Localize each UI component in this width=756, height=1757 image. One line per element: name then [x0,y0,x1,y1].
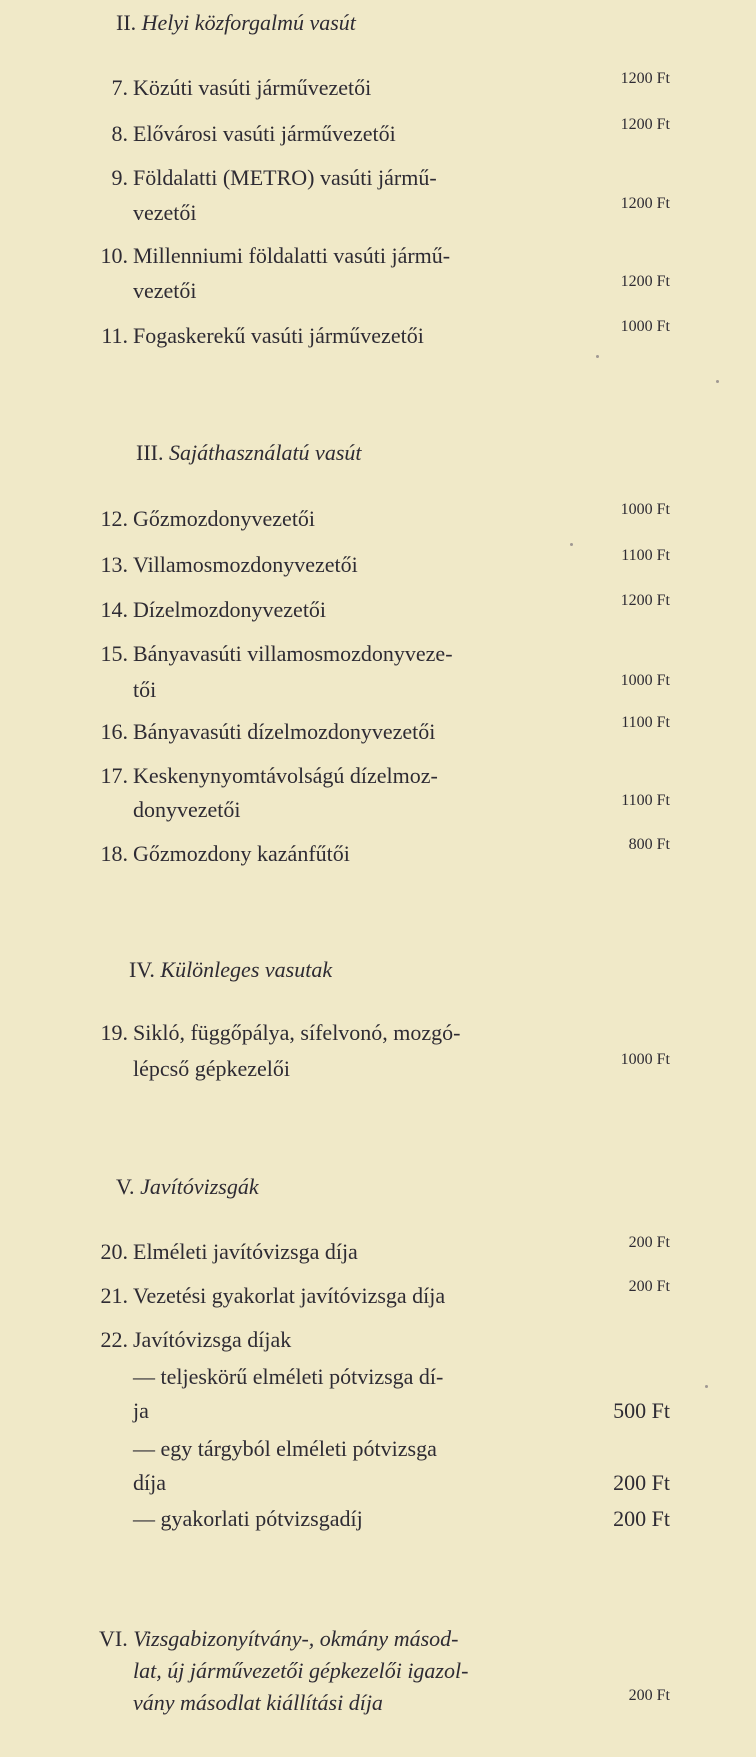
item-price: 200 Ft [628,1234,670,1251]
item-label: vezetői [133,200,197,225]
item-number: 19. [100,1020,128,1045]
item-price: 1200 Ft [620,592,670,609]
item-price: 1200 Ft [620,116,670,133]
item-number: 17. [100,763,128,788]
item-label: Közúti vasúti járművezetői [133,75,372,100]
item-label: Gőzmozdony kazánfűtői [133,841,350,866]
sub-item-label: — teljeskörű elméleti pótvizsga dí- [133,1364,444,1389]
item-price: 1200 Ft [620,70,670,87]
item-label: Bányavasúti villamosmozdonyveze- [133,641,453,666]
item-price: 200 Ft [628,1278,670,1295]
sub-item-label: — gyakorlati pótvizsgadíj [133,1506,363,1531]
item-label: tői [133,677,157,702]
item-label: Gőzmozdonyvezetői [133,506,316,531]
item-price: 1000 Ft [620,501,670,518]
item-label: Villamosmozdonyvezetői [133,552,358,577]
item-number: 16. [100,719,128,744]
item-price: 1100 Ft [621,714,670,731]
item-label: Dízelmozdonyvezetői [133,597,327,622]
section-vi-line: vány másodlat kiállítási díja [133,1690,383,1715]
item-number: 12. [100,506,128,531]
item-label: Földalatti (METRO) vasúti jármű- [133,165,437,190]
section-title: Vizsgabizonyítvány-, okmány másod- [133,1626,459,1651]
section-number: III. [136,440,164,465]
item-number: 21. [100,1283,128,1308]
print-speck [570,543,573,546]
section-vi-line: lat, új járművezetői gépkezelői igazol- [133,1658,469,1683]
print-speck [716,380,719,383]
item-price: 800 Ft [628,836,670,853]
item-label: donyvezetői [133,797,241,822]
section-number: V. [116,1174,135,1199]
item-price: 500 Ft [613,1398,670,1423]
item-price: 1200 Ft [620,195,670,212]
section-number: VI. [99,1626,128,1651]
section-title: Sajáthasználatú vasút [168,440,362,465]
item-label: vezetői [133,278,197,303]
section-title: Javítóvizsgák [140,1174,259,1199]
item-label: Javítóvizsga díjak [133,1327,292,1352]
item-price: 200 Ft [628,1687,670,1704]
item-label: Sikló, függőpálya, sífelvonó, mozgó- [133,1020,461,1045]
sub-item-label: — egy tárgyból elméleti pótvizsga [133,1436,437,1461]
sub-item-label: ja [133,1398,149,1423]
item-label: Bányavasúti dízelmozdonyvezetői [133,719,436,744]
item-number: 13. [100,552,128,577]
item-label: lépcső gépkezelői [133,1056,290,1081]
item-price: 1000 Ft [620,318,670,335]
sub-item-label: díja [133,1470,166,1495]
item-price: 200 Ft [613,1470,670,1495]
section-heading-iv [129,957,332,983]
item-price: 1000 Ft [620,1051,670,1068]
item-price: 1100 Ft [621,547,670,564]
item-number: 14. [100,597,128,622]
item-number: 10. [100,243,128,268]
section-vi-line [99,1623,468,1655]
item-number: 22. [100,1327,128,1352]
item-label: Keskenynyomtávolságú dízelmoz- [133,763,438,788]
print-speck [596,355,599,358]
section-heading-iii [136,440,362,466]
item-label: Elméleti javítóvizsga díja [133,1239,358,1264]
item-label: Elővárosi vasúti járművezetői [133,121,396,146]
section-heading-ii [116,10,356,36]
item-price: 1200 Ft [620,273,670,290]
item-label: Fogaskerekű vasúti járművezetői [133,323,424,348]
section-title: Helyi közforgalmú vasút [141,10,356,35]
item-number: 8. [111,121,128,146]
item-number: 9. [111,165,128,190]
section-number: IV. [129,957,155,982]
item-price: 200 Ft [613,1506,670,1531]
item-number: 7. [111,75,128,100]
item-label: Millenniumi földalatti vasúti jármű- [133,243,451,268]
item-number: 20. [100,1239,128,1264]
item-number: 11. [101,323,128,348]
section-heading-v [116,1174,259,1200]
item-label: Vezetési gyakorlat javítóvizsga díja [133,1283,446,1308]
item-number: 15. [100,641,128,666]
print-speck [705,1385,708,1388]
item-price: 1000 Ft [620,672,670,689]
section-title: Különleges vasutak [160,957,333,982]
item-number: 18. [100,841,128,866]
item-price: 1100 Ft [621,792,670,809]
section-number: II. [116,10,137,35]
